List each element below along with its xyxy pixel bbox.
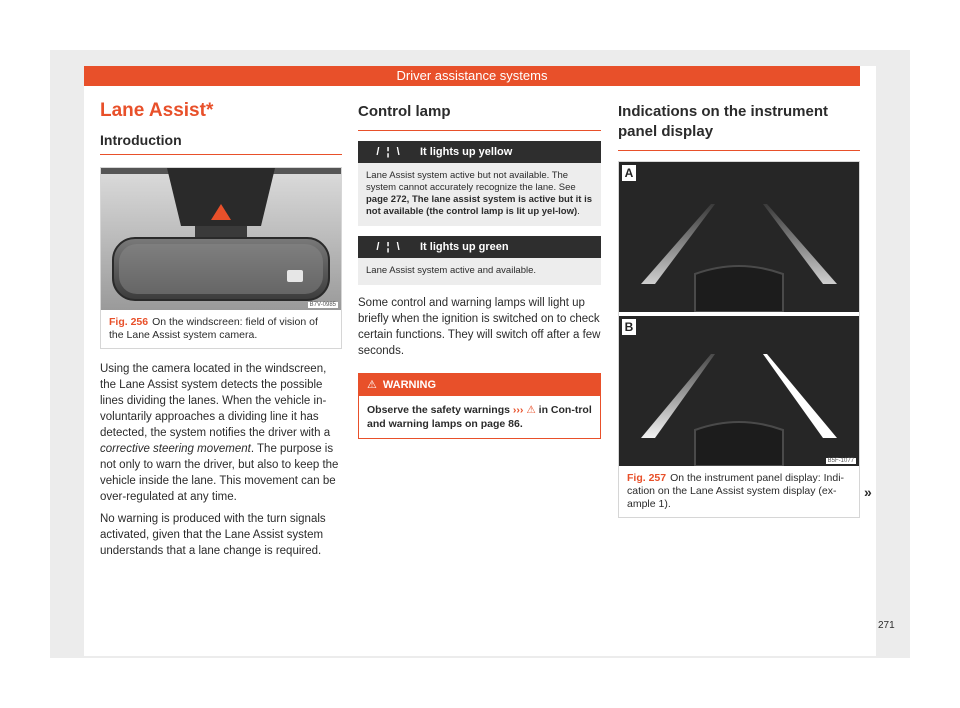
section-header: Driver assistance systems xyxy=(84,66,860,86)
figure-code: B7V-0985 xyxy=(309,302,336,308)
para-text-b: . The purpose is not only to warn the driver, but also to keep the vehicle inside the lane. This movement can be over-regulated at any time. xyxy=(100,443,339,503)
page-number: 271 xyxy=(878,620,895,631)
lamp-green-row xyxy=(358,236,601,258)
column-right xyxy=(618,96,860,518)
intro-paragraph-1 xyxy=(100,361,342,505)
caption-text: On the windscreen: field of vision of the Lane Assist system camera. xyxy=(109,316,318,341)
warning-text-b: in Con-trol and warning lamps on page 86. xyxy=(367,404,592,430)
intro-paragraph-2: No warning is produced with the turn signals activated, given that the Lane Assist system understands that a lane change is required. xyxy=(100,513,326,557)
continue-mark: » xyxy=(864,484,872,500)
figure-number: Fig. 256 xyxy=(109,316,149,328)
lane-display-b xyxy=(619,316,859,466)
control-lamp-heading: Control lamp xyxy=(358,96,601,131)
para-text-a: Using the camera located in the windscreen, the Lane Assist system detects the possible lines dividing the lanes. When the vehicle in-voluntarily approaches a dividing line it has detected, the system notifies the driver with a xyxy=(100,363,331,439)
warning-text-a: Observe the safety warnings xyxy=(367,404,510,416)
lamp-desc-link[interactable]: page 272, The lane assist system is active but it is not available (the control lamp is lit up yel-low) xyxy=(366,194,592,217)
column-left xyxy=(100,96,342,565)
lane-display-a xyxy=(619,162,859,312)
figure-256 xyxy=(100,167,342,349)
panel-label-b: B xyxy=(622,319,636,335)
lane-assist-lamp-icon: / ¦ \ xyxy=(376,146,402,158)
windscreen-camera-image xyxy=(101,168,341,310)
warning-box xyxy=(358,373,601,439)
lamp-green-label: It lights up green xyxy=(420,241,509,253)
instrument-panel-heading: Indications on the instrument panel display xyxy=(618,96,860,151)
column-middle xyxy=(358,96,601,439)
warning-label: WARNING xyxy=(382,379,437,391)
mirror-illustration xyxy=(101,168,341,310)
warning-header xyxy=(359,374,600,396)
warning-triangle-icon: ⚠ xyxy=(526,404,536,416)
lamp-yellow-row xyxy=(358,141,601,163)
caption-text: On the instrument panel display: Indi-cation on the Lane Assist system display (ex-ample 1). xyxy=(627,472,845,510)
para-emphasis: corrective steering movement xyxy=(100,443,251,455)
panel-label-a: A xyxy=(622,165,636,181)
lamps-paragraph: Some control and warning lamps will light up briefly when the ignition is switched on to check certain functions. They will switch off after a few seconds. xyxy=(358,297,601,357)
lamp-desc-text: Lane Assist system active but not available. The system cannot accurately recognize the lane. See xyxy=(366,170,576,193)
introduction-heading: Introduction xyxy=(100,132,342,155)
figure-number: Fig. 257 xyxy=(627,472,667,484)
warning-triangle-icon: ⚠ xyxy=(367,379,377,391)
reference-arrows[interactable]: ››› xyxy=(512,404,524,416)
page-title: Lane Assist* xyxy=(100,100,214,121)
figure-caption xyxy=(619,466,859,517)
figure-code: B5F-1077 xyxy=(827,458,854,464)
lamp-yellow-label: It lights up yellow xyxy=(420,146,513,158)
display-panel-b xyxy=(619,316,859,466)
lane-assist-lamp-icon: / ¦ \ xyxy=(376,241,402,253)
lamp-desc-end: . xyxy=(577,206,580,217)
lamp-yellow-description xyxy=(358,163,601,226)
lamp-green-description: Lane Assist system active and available. xyxy=(358,258,601,285)
display-panel-a xyxy=(619,162,859,312)
warning-text xyxy=(359,396,600,438)
figure-caption xyxy=(101,310,341,348)
figure-257 xyxy=(618,161,860,518)
